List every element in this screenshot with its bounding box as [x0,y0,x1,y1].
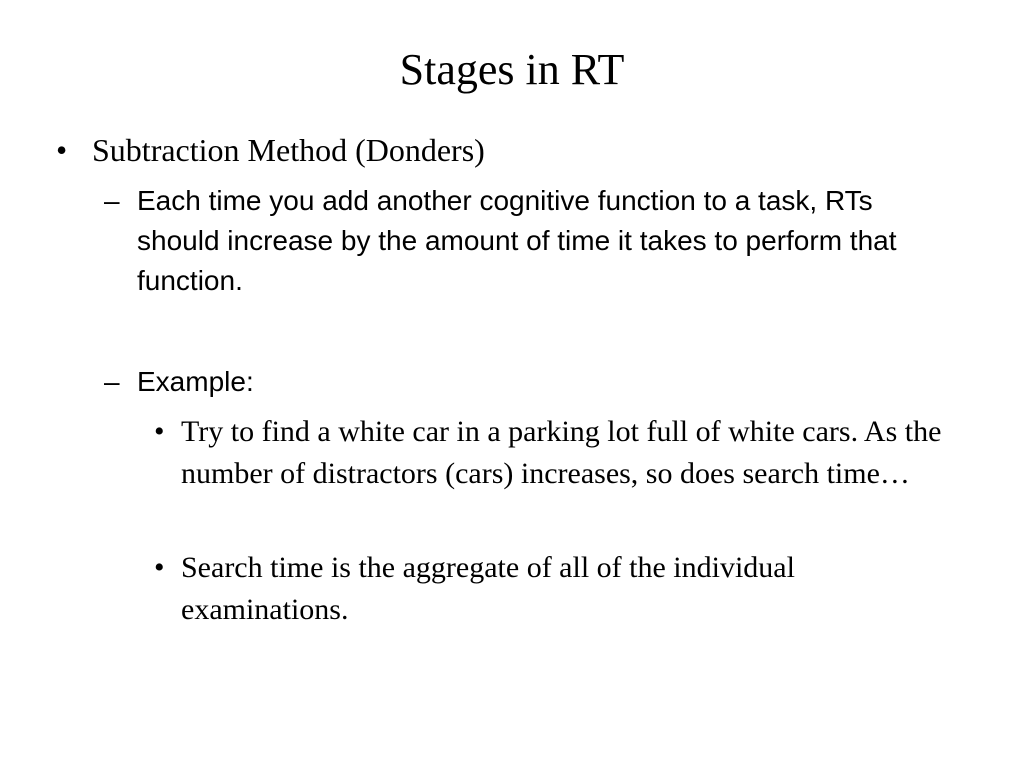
bullet-text: Subtraction Method (Donders) [92,132,485,168]
slide-title: Stages in RT [399,45,625,94]
sub-item-text: Example: [137,366,254,397]
dash-icon: – [104,185,120,216]
sub-item-cognitive-function [104,181,904,301]
sub-item-text: Each time you add another cognitive function to a task, RTs should increase by the amount of time it takes to perform that function. [137,185,897,296]
example-point-search-time [154,547,954,631]
example-point-white-car [154,411,954,495]
example-point-text: Try to find a white car in a parking lot full of white cars. As the number of distractors (cars) increases, so does search time… [181,415,942,490]
example-point-text: Search time is the aggregate of all of the individual examinations. [181,551,795,626]
dash-icon: – [104,366,120,397]
bullet-icon: • [56,132,68,168]
sub-item-example [104,362,904,402]
bullet-icon: • [154,415,165,448]
bullet-icon: • [154,551,165,584]
